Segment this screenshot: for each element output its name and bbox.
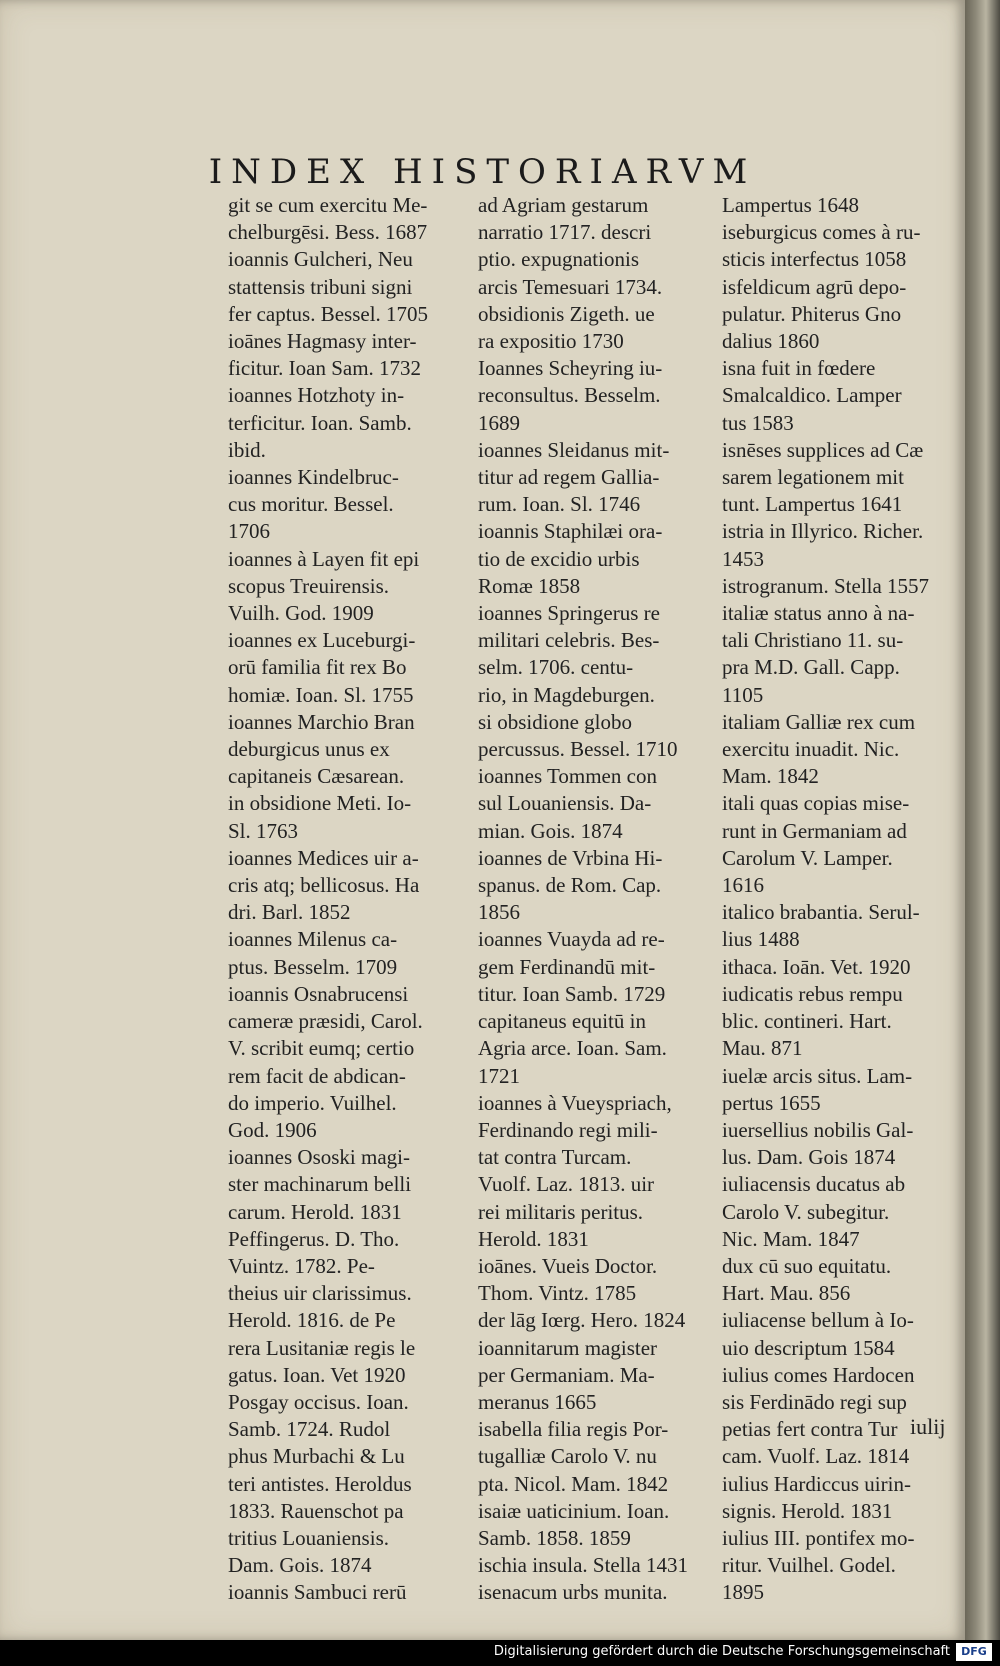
index-line: ritur. Vuilhel. Godel. bbox=[722, 1553, 896, 1578]
index-line: dri. Barl. 1852 bbox=[228, 900, 351, 925]
index-line: ficitur. Ioan Sam. 1732 bbox=[228, 356, 422, 381]
index-line: ioannes de Vrbina Hi- bbox=[478, 845, 663, 870]
index-line: rem facit de abdican- bbox=[228, 1063, 406, 1088]
index-line: fer captus. Bessel. 1705 bbox=[228, 301, 429, 326]
index-line: titur ad regem Gallia- bbox=[478, 465, 660, 490]
index-line: iulius III. pontifex mo- bbox=[722, 1525, 915, 1550]
index-line: Ioannes Scheyring iu- bbox=[478, 356, 663, 381]
index-line: 1453 bbox=[722, 546, 764, 571]
index-line: tat contra Turcam. bbox=[478, 1145, 632, 1170]
index-line: iuelæ arcis situs. Lam- bbox=[722, 1063, 913, 1088]
index-line: orū familia fit rex Bo bbox=[228, 655, 407, 680]
index-line: Mau. 871 bbox=[722, 1036, 803, 1061]
index-line: Nic. Mam. 1847 bbox=[722, 1226, 860, 1251]
catchword: iulij bbox=[910, 1414, 946, 1439]
index-line: ster machinarum belli bbox=[228, 1172, 412, 1197]
index-line: Vuilh. God. 1909 bbox=[228, 601, 374, 626]
index-line: italico brabantia. Serul- bbox=[722, 900, 920, 925]
index-line: 1833. Rauenschot pa bbox=[228, 1498, 404, 1523]
index-line: ioannes Kindelbruc- bbox=[228, 465, 399, 490]
index-line: ioannis Staphilæi ora- bbox=[478, 519, 663, 544]
index-line: git se cum exercitu Me- bbox=[228, 193, 428, 217]
index-line: Agria arce. Ioan. Sam. bbox=[478, 1036, 667, 1061]
index-line: ibid. bbox=[228, 437, 266, 462]
index-line: capitaneus equitū in bbox=[478, 1009, 646, 1034]
index-line: sarem legationem mit bbox=[722, 465, 904, 490]
index-line: iulius comes Hardocen bbox=[722, 1362, 915, 1387]
index-line: signis. Herold. 1831 bbox=[722, 1498, 893, 1523]
index-line: dux cū suo equitatu. bbox=[722, 1253, 892, 1278]
index-line: carum. Herold. 1831 bbox=[228, 1199, 402, 1224]
index-line: God. 1906 bbox=[228, 1117, 317, 1142]
index-line: Lampertus 1648 bbox=[722, 193, 860, 217]
index-line: iseburgicus comes à ru- bbox=[722, 220, 921, 245]
index-line: pertus 1655 bbox=[722, 1090, 821, 1115]
index-line: isna fuit in fœdere bbox=[722, 356, 876, 381]
index-line: 1721 bbox=[478, 1063, 520, 1088]
index-line: exercitu inuadit. Nic. bbox=[722, 737, 900, 762]
index-line: runt in Germaniam ad bbox=[722, 818, 907, 843]
index-line: cus moritur. Bessel. bbox=[228, 492, 394, 517]
index-line: narratio 1717. descri bbox=[478, 220, 652, 245]
index-line: 1616 bbox=[722, 873, 764, 898]
index-line: ioannes Tommen con bbox=[478, 764, 657, 789]
page-edge bbox=[965, 0, 1000, 1640]
index-line: Thom. Vintz. 1785 bbox=[478, 1281, 637, 1306]
index-line: lus. Dam. Gois 1874 bbox=[722, 1145, 896, 1170]
index-line: Hart. Mau. 856 bbox=[722, 1281, 851, 1306]
index-line: ioannes Sleidanus mit- bbox=[478, 437, 670, 462]
index-line: per Germaniam. Ma- bbox=[478, 1362, 655, 1387]
index-line: isaiæ uaticinium. Ioan. bbox=[478, 1498, 670, 1523]
index-line: Carolo V. subegitur. bbox=[722, 1199, 890, 1224]
index-line: ithaca. Ioān. Vet. 1920 bbox=[722, 954, 911, 979]
index-line: 1105 bbox=[722, 682, 764, 707]
index-line: ioannes Hotzhoty in- bbox=[228, 383, 405, 408]
index-line: tugalliæ Carolo V. nu bbox=[478, 1444, 657, 1469]
index-line: sticis interfectus 1058 bbox=[722, 247, 907, 272]
index-line: tus 1583 bbox=[722, 410, 794, 435]
index-line: 1895 bbox=[722, 1580, 764, 1605]
index-line: ioannis Sambuci rerū bbox=[228, 1580, 407, 1605]
index-line: ioānes. Vueis Doctor. bbox=[478, 1253, 658, 1278]
index-line: tio de excidio urbis bbox=[478, 546, 640, 571]
index-line: Mam. 1842 bbox=[722, 764, 819, 789]
index-line: italiam Galliæ rex cum bbox=[722, 709, 916, 734]
index-line: arcis Temesuari 1734. bbox=[478, 274, 663, 299]
footer-bar bbox=[0, 1640, 1000, 1666]
index-line: rio, in Magdeburgen. bbox=[478, 682, 655, 707]
index-line: ioannis Gulcheri, Neu bbox=[228, 247, 413, 272]
page-header: INDEX HISTORIARVM bbox=[208, 152, 757, 192]
index-line: rum. Ioan. Sl. 1746 bbox=[478, 492, 641, 517]
index-line: ioannes ex Luceburgi- bbox=[228, 628, 416, 653]
index-line: Vuintz. 1782. Pe- bbox=[228, 1253, 375, 1278]
index-line: istria in Illyrico. Richer. bbox=[722, 519, 924, 544]
index-line: pulatur. Phiterus Gno bbox=[722, 301, 902, 326]
index-line: pra M.D. Gall. Capp. bbox=[722, 655, 900, 680]
index-line: tunt. Lampertus 1641 bbox=[722, 492, 903, 517]
index-line: ioannitarum magister bbox=[478, 1335, 658, 1360]
index-line: ioannes Medices uir a- bbox=[228, 845, 419, 870]
index-line: spanus. de Rom. Cap. bbox=[478, 873, 662, 898]
index-line: ptus. Besselm. 1709 bbox=[228, 954, 398, 979]
index-line: Dam. Gois. 1874 bbox=[228, 1553, 372, 1578]
index-line: Smalcaldico. Lamper bbox=[722, 383, 902, 408]
index-line: V. scribit eumq; certio bbox=[228, 1036, 415, 1061]
index-line: iulius Hardiccus uirin- bbox=[722, 1471, 911, 1496]
index-line: percussus. Bessel. 1710 bbox=[478, 737, 678, 762]
index-line: tali Christiano 11. su- bbox=[722, 628, 904, 653]
index-line: ioannes Springerus re bbox=[478, 601, 660, 626]
index-line: italiæ status anno à na- bbox=[722, 601, 915, 626]
index-line: meranus 1665 bbox=[478, 1389, 597, 1414]
index-line: obsidionis Zigeth. ue bbox=[478, 301, 655, 326]
index-line: militari celebris. Bes- bbox=[478, 628, 660, 653]
index-line: isenacum urbs munita. bbox=[478, 1580, 668, 1605]
index-line: Samb. 1858. 1859 bbox=[478, 1525, 631, 1550]
index-line: ioannes Marchio Bran bbox=[228, 709, 415, 734]
index-line: ioānes Hagmasy inter- bbox=[228, 329, 417, 354]
index-line: in obsidione Meti. Io- bbox=[228, 791, 412, 816]
index-line: ioannes Milenus ca- bbox=[228, 927, 398, 952]
index-column-2 bbox=[478, 192, 723, 1607]
index-line: homiæ. Ioan. Sl. 1755 bbox=[228, 682, 414, 707]
index-column-1 bbox=[228, 192, 478, 1607]
index-line: selm. 1706. centu- bbox=[478, 655, 634, 680]
index-line: ptio. expugnationis bbox=[478, 247, 639, 272]
index-line: 1856 bbox=[478, 900, 520, 925]
index-line: lius 1488 bbox=[722, 927, 800, 952]
index-line: stattensis tribuni signi bbox=[228, 274, 413, 299]
index-line: rei militaris peritus. bbox=[478, 1199, 644, 1224]
index-line: isfeldicum agrū depo- bbox=[722, 274, 907, 299]
index-column-3 bbox=[722, 192, 957, 1607]
index-line: ioannes à Layen fit epi bbox=[228, 546, 420, 571]
index-line: Ferdinando regi mili- bbox=[478, 1117, 658, 1142]
index-line: capitaneis Cæsarean. bbox=[228, 764, 405, 789]
index-line: chelburgēsi. Bess. 1687 bbox=[228, 220, 428, 245]
index-line: cameræ præsidi, Carol. bbox=[228, 1009, 423, 1034]
index-line: ioannis Osnabrucensi bbox=[228, 981, 409, 1006]
index-line: istrogranum. Stella 1557 bbox=[722, 573, 930, 598]
index-line: ischia insula. Stella 1431 bbox=[478, 1553, 688, 1578]
index-line: Vuolf. Laz. 1813. uir bbox=[478, 1172, 655, 1197]
index-line: cam. Vuolf. Laz. 1814 bbox=[722, 1444, 910, 1469]
index-line: itali quas copias mise- bbox=[722, 791, 910, 816]
index-line: dalius 1860 bbox=[722, 329, 820, 354]
index-line: Samb. 1724. Rudol bbox=[228, 1417, 391, 1442]
index-line: isabella filia regis Por- bbox=[478, 1417, 669, 1442]
index-line: Posgay occisus. Ioan. bbox=[228, 1389, 409, 1414]
index-line: ioannes Vuayda ad re- bbox=[478, 927, 665, 952]
index-line: Peffingerus. D. Tho. bbox=[228, 1226, 400, 1251]
index-line: si obsidione globo bbox=[478, 709, 633, 734]
index-line: ioannes Ososki magi- bbox=[228, 1145, 410, 1170]
index-line: ad Agriam gestarum bbox=[478, 193, 649, 217]
dfg-logo: DFG bbox=[956, 1643, 992, 1661]
index-line: Carolum V. Lamper. bbox=[722, 845, 893, 870]
index-line: do imperio. Vuilhel. bbox=[228, 1090, 397, 1115]
index-line: tritius Louaniensis. bbox=[228, 1525, 389, 1550]
index-line: isnēses supplices ad Cæ bbox=[722, 437, 924, 462]
index-line: sis Ferdinādo regi sup bbox=[722, 1389, 907, 1414]
index-line: deburgicus unus ex bbox=[228, 737, 390, 762]
index-line: sul Louaniensis. Da- bbox=[478, 791, 652, 816]
index-line: teri antistes. Heroldus bbox=[228, 1471, 412, 1496]
index-line: gatus. Ioan. Vet 1920 bbox=[228, 1362, 406, 1387]
index-line: ioannes à Vueyspriach, bbox=[478, 1090, 672, 1115]
index-line: ra expositio 1730 bbox=[478, 329, 624, 354]
index-line: iudicatis rebus rempu bbox=[722, 981, 903, 1006]
index-line: scopus Treuirensis. bbox=[228, 573, 390, 598]
index-line: rera Lusitaniæ regis le bbox=[228, 1335, 416, 1360]
index-line: reconsultus. Besselm. bbox=[478, 383, 661, 408]
index-line: 1689 bbox=[478, 410, 520, 435]
index-line: titur. Ioan Samb. 1729 bbox=[478, 981, 666, 1006]
index-line: gem Ferdinandū mit- bbox=[478, 954, 656, 979]
index-line: phus Murbachi & Lu bbox=[228, 1444, 405, 1469]
index-line: iuersellius nobilis Gal- bbox=[722, 1117, 914, 1142]
index-line: theius uir clarissimus. bbox=[228, 1281, 412, 1306]
index-line: terficitur. Ioan. Samb. bbox=[228, 410, 412, 435]
index-line: mian. Gois. 1874 bbox=[478, 818, 623, 843]
index-line: blic. contineri. Hart. bbox=[722, 1009, 892, 1034]
index-line: Herold. 1816. de Pe bbox=[228, 1308, 396, 1333]
index-line: Herold. 1831 bbox=[478, 1226, 589, 1251]
index-line: uio descriptum 1584 bbox=[722, 1335, 895, 1360]
index-line: Sl. 1763 bbox=[228, 818, 299, 843]
index-line: petias fert contra Tur bbox=[722, 1417, 898, 1442]
index-line: iuliacensis ducatus ab bbox=[722, 1172, 906, 1197]
index-line: 1706 bbox=[228, 519, 270, 544]
index-line: Romæ 1858 bbox=[478, 573, 581, 598]
index-line: iuliacense bellum à Io- bbox=[722, 1308, 914, 1333]
index-line: cris atq; bellicosus. Ha bbox=[228, 873, 420, 898]
index-line: pta. Nicol. Mam. 1842 bbox=[478, 1471, 669, 1496]
index-line: der lāg Iœrg. Hero. 1824 bbox=[478, 1308, 686, 1333]
footer-text: Digitalisierung gefördert durch die Deutsche Forschungsgemeinschaft bbox=[493, 1644, 950, 1659]
